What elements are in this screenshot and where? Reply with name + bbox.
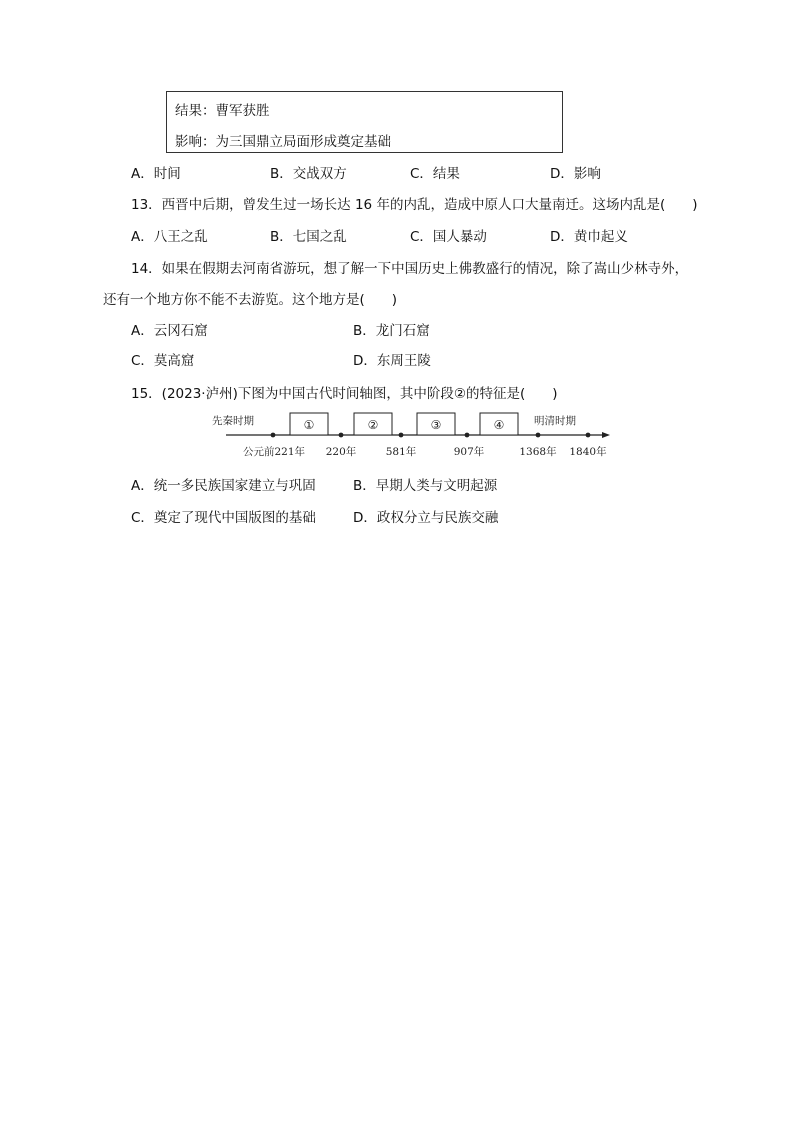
- material-box: [166, 91, 563, 153]
- q13-option-a[interactable]: A．八王之乱: [131, 229, 208, 245]
- timeline-dot-4: [465, 433, 470, 438]
- material-impact: 影响：为三国鼎立局面形成奠定基础: [175, 134, 391, 150]
- q12-option-d[interactable]: D．影响: [550, 166, 601, 182]
- timeline-date-4: 907年: [453, 446, 485, 458]
- timeline-dot-2: [339, 433, 344, 438]
- timeline-date-1: 公元前221年: [242, 446, 306, 458]
- timeline-right-label: 明清时期: [534, 415, 576, 427]
- q14-stem-line2: 还有一个地方你不能不去游览。这个地方是( ): [103, 292, 398, 308]
- timeline-date-3: 581年: [385, 446, 417, 458]
- q15-option-a[interactable]: A．统一多民族国家建立与巩固: [131, 478, 316, 494]
- material-result: 结果：曹军获胜: [175, 103, 270, 119]
- timeline-dot-5: [536, 433, 541, 438]
- q14-option-d[interactable]: D．东周王陵: [353, 353, 431, 369]
- q14-option-c[interactable]: C．莫高窟: [131, 353, 195, 369]
- q15-stem: 15．(2023·泸州)下图为中国古代时间轴图，其中阶段②的特征是( ): [131, 386, 558, 402]
- timeline-date-6: 1840年: [569, 446, 607, 458]
- timeline-date-2: 220年: [325, 446, 357, 458]
- timeline-svg: [212, 408, 612, 460]
- q13-stem: 13．西晋中后期，曾发生过一场长达 16 年的内乱，造成中原人口大量南迁。这场内乱是( ): [131, 197, 698, 213]
- timeline-stage-3: ③: [430, 418, 442, 432]
- q15-option-c[interactable]: C．奠定了现代中国版图的基础: [131, 510, 316, 526]
- timeline-arrow: [602, 432, 610, 438]
- q14-option-b[interactable]: B．龙门石窟: [353, 323, 430, 339]
- timeline-stage-1: ①: [303, 418, 315, 432]
- timeline-figure: [212, 408, 612, 460]
- q13-option-d[interactable]: D．黄巾起义: [550, 229, 628, 245]
- q12-option-b[interactable]: B．交战双方: [270, 166, 347, 182]
- q14-stem-line1: 14．如果在假期去河南省游玩，想了解一下中国历史上佛教盛行的情况，除了嵩山少林寺外，: [131, 261, 689, 277]
- timeline-left-label: 先秦时期: [212, 415, 254, 427]
- timeline-stage-2: ②: [367, 418, 379, 432]
- q13-option-c[interactable]: C．国人暴动: [410, 229, 487, 245]
- timeline-stage-4: ④: [493, 418, 505, 432]
- timeline-dot-1: [271, 433, 276, 438]
- q15-option-b[interactable]: B．早期人类与文明起源: [353, 478, 498, 494]
- q14-option-a[interactable]: A．云冈石窟: [131, 323, 208, 339]
- timeline-dot-6: [586, 433, 591, 438]
- timeline-date-5: 1368年: [519, 446, 557, 458]
- q12-option-c[interactable]: C．结果: [410, 166, 460, 182]
- q13-option-b[interactable]: B．七国之乱: [270, 229, 347, 245]
- q15-option-d[interactable]: D．政权分立与民族交融: [353, 510, 499, 526]
- q12-option-a[interactable]: A．时间: [131, 166, 181, 182]
- timeline-dot-3: [399, 433, 404, 438]
